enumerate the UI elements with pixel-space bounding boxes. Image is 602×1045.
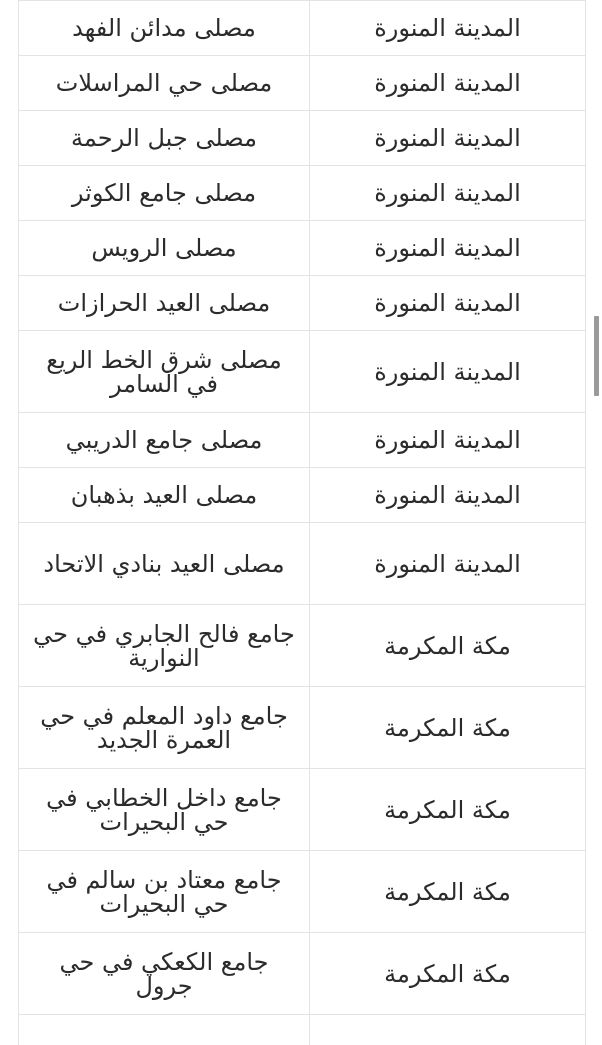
table-row <box>19 166 586 221</box>
city-cell: المدينة المنورة <box>310 111 586 166</box>
table-row <box>19 111 586 166</box>
place-cell: جامع داخل الخطابي في حي البحيرات <box>19 769 310 851</box>
table-row <box>19 523 586 605</box>
table-row <box>19 276 586 331</box>
city-cell: مكة المكرمة <box>310 933 586 1015</box>
empty-cell <box>310 1015 586 1045</box>
prayer-locations-table <box>18 0 586 1045</box>
table-row <box>19 1 586 56</box>
place-cell: مصلى العيد بنادي الاتحاد <box>19 523 310 605</box>
table-row <box>19 331 586 413</box>
city-cell: المدينة المنورة <box>310 523 586 605</box>
city-cell: المدينة المنورة <box>310 413 586 468</box>
city-cell: المدينة المنورة <box>310 166 586 221</box>
city-cell: المدينة المنورة <box>310 331 586 413</box>
place-cell: مصلى العيد الحرازات <box>19 276 310 331</box>
place-cell: مصلى جامع الكوثر <box>19 166 310 221</box>
table-row <box>19 221 586 276</box>
table-row <box>19 687 586 769</box>
table-row <box>19 933 586 1015</box>
place-cell: جامع داود المعلم في حي العمرة الجديد <box>19 687 310 769</box>
table-row <box>19 413 586 468</box>
empty-cell <box>19 1015 310 1045</box>
table-row <box>19 851 586 933</box>
city-cell: المدينة المنورة <box>310 221 586 276</box>
place-cell: مصلى مدائن الفهد <box>19 1 310 56</box>
city-cell: المدينة المنورة <box>310 1 586 56</box>
place-cell: مصلى الرويس <box>19 221 310 276</box>
city-cell: المدينة المنورة <box>310 468 586 523</box>
city-cell: المدينة المنورة <box>310 276 586 331</box>
place-cell: مصلى شرق الخط الريع في السامر <box>19 331 310 413</box>
table-row <box>19 56 586 111</box>
city-cell: مكة المكرمة <box>310 851 586 933</box>
table-row <box>19 468 586 523</box>
city-cell: مكة المكرمة <box>310 605 586 687</box>
scrollbar-thumb[interactable] <box>594 316 599 396</box>
city-cell: مكة المكرمة <box>310 687 586 769</box>
place-cell: مصلى جبل الرحمة <box>19 111 310 166</box>
place-cell: جامع معتاد بن سالم في حي البحيرات <box>19 851 310 933</box>
table-row <box>19 769 586 851</box>
place-cell: جامع الكعكي في حي جرول <box>19 933 310 1015</box>
prayer-locations-table-container <box>18 0 585 1045</box>
place-cell: مصلى حي المراسلات <box>19 56 310 111</box>
place-cell: مصلى العيد بذهبان <box>19 468 310 523</box>
place-cell: جامع فالح الجابري في حي النوارية <box>19 605 310 687</box>
city-cell: المدينة المنورة <box>310 56 586 111</box>
city-cell: مكة المكرمة <box>310 769 586 851</box>
table-row <box>19 1015 586 1045</box>
table-row <box>19 605 586 687</box>
place-cell: مصلى جامع الدريبي <box>19 413 310 468</box>
